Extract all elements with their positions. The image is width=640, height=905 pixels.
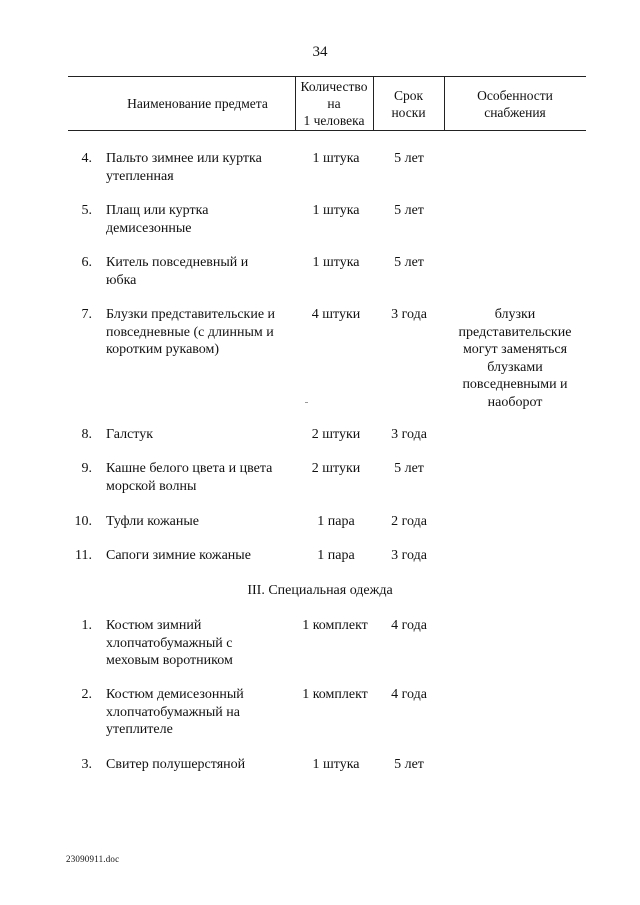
item-term: 5 лет [394,461,424,476]
row-number: 2. [81,687,92,702]
table-top-rule [68,76,586,77]
item-feature-note: блузки представительские могут заменяться блузками повседневными и наоборот [458,307,572,410]
item-name: Свитер полушерстяной [106,757,246,772]
header-features: Особенности снабжения [477,88,553,120]
item-term: 3 года [391,548,427,563]
row-number: 10. [74,514,92,529]
page-number: 34 [312,44,328,60]
item-quantity: 1 пара [317,548,355,563]
table-header-rule [68,130,586,131]
row-number: 4. [81,151,92,166]
item-term: 3 года [391,427,427,442]
item-term: 5 лет [394,757,424,772]
item-name: Блузки представительские и повседневные (с длинным и коротким рукавом) [106,307,276,357]
item-name: Костюм демисезонный хлопчатобумажный на утеплителе [106,687,244,737]
item-quantity: 2 штуки [311,461,361,476]
document-filename: 23090911.doc [66,854,120,864]
item-quantity: 1 штука [312,757,360,772]
row-number: 9. [81,461,92,476]
item-quantity: 1 штука [312,255,360,270]
row-number: 8. [81,427,92,442]
item-quantity: 1 комплект [302,687,368,702]
item-quantity: 4 штуки [311,307,361,322]
item-name: Плащ или куртка демисезонные [106,203,209,236]
row-number: 7. [81,307,92,322]
item-quantity: 1 комплект [302,618,368,633]
item-quantity: 1 штука [312,151,360,166]
item-name: Сапоги зимние кожаные [106,548,251,563]
item-name: Галстук [106,427,154,442]
row-number: 1. [81,618,92,633]
item-name: Туфли кожаные [106,514,199,529]
item-name: Пальто зимнее или куртка утепленная [106,151,262,184]
row-number: 5. [81,203,92,218]
item-term: 2 года [391,514,427,529]
item-name: Китель повседневный и юбка [106,255,249,288]
item-name: Кашне белого цвета и цвета морской волны [106,461,273,494]
item-quantity: 1 штука [312,203,360,218]
row-number: 11. [75,548,92,563]
item-term: 5 лет [394,151,424,166]
item-term: 5 лет [394,255,424,270]
row-number: 6. [81,255,92,270]
stray-mark [305,402,308,403]
item-term: 3 года [391,307,427,322]
section-title: III. Специальная одежда [247,583,393,598]
item-term: 5 лет [394,203,424,218]
item-term: 4 года [391,618,427,633]
header-term: Срок носки [391,88,426,120]
row-number: 3. [81,757,92,772]
item-name: Костюм зимний хлопчатобумажный с меховым воротником [106,618,233,668]
header-quantity: Количество на 1 человека [300,79,368,128]
item-term: 4 года [391,687,427,702]
header-name: Наименование предмета [127,96,268,111]
item-quantity: 2 штуки [311,427,361,442]
item-quantity: 1 пара [317,514,355,529]
